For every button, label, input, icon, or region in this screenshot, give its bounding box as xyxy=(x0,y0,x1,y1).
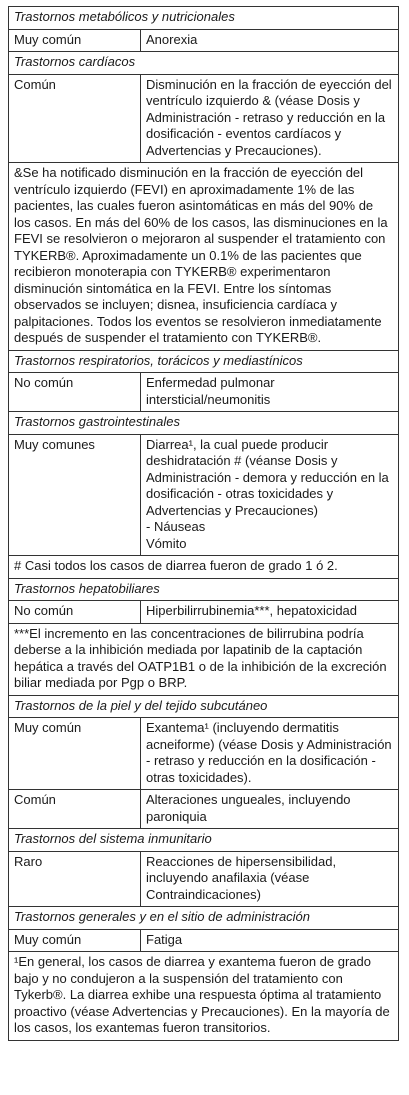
footnote-hepatobiliary: ***El incremento en las concentraciones de bilirrubina podría deberse a la inhibición mediada por lapatinib de la captación hepática a través del OATP1B1 o de la inhibición de la excreción biliar mediada por Pgp o BRP. xyxy=(9,623,399,695)
footnote-gastro: # Casi todos los casos de diarrea fueron de grado 1 ó 2. xyxy=(9,556,399,579)
section-title-general: Trastornos generales y en el sitio de administración xyxy=(9,907,399,930)
reaction-row xyxy=(9,790,399,829)
section-title-gastro: Trastornos gastrointestinales xyxy=(9,412,399,435)
adverse-reactions-table xyxy=(8,6,399,1041)
reaction-row xyxy=(9,434,399,556)
reaction-row xyxy=(9,851,399,907)
section-title-respiratory: Trastornos respiratorios, torácicos y mediastínicos xyxy=(9,350,399,373)
section-title-cardiac: Trastornos cardíacos xyxy=(9,52,399,75)
footnote-row-general xyxy=(9,952,399,1041)
reaction-cell: Reacciones de hipersensibilidad, incluyendo anafilaxia (véase Contraindicaciones) xyxy=(141,851,399,907)
frequency-cell: Común xyxy=(9,790,141,829)
frequency-cell: Muy común xyxy=(9,718,141,790)
section-row-cardiac xyxy=(9,52,399,75)
section-row-hepatobiliary xyxy=(9,578,399,601)
reaction-cell: Anorexia xyxy=(141,29,399,52)
section-title-hepatobiliary: Trastornos hepatobiliares xyxy=(9,578,399,601)
reaction-cell: Hiperbilirrubinemia***, hepatoxicidad xyxy=(141,601,399,624)
footnote-row-gastro xyxy=(9,556,399,579)
reaction-line-diarrea: Diarrea¹, la cual puede producir deshidratación # (véanse Dosis y Administración - demora y reducción en la dosificación - otras toxicidades y Advertencias y Precauciones) xyxy=(146,436,389,518)
section-row-metabolic xyxy=(9,7,399,30)
reaction-row xyxy=(9,74,399,163)
reaction-line-vomito: Vómito xyxy=(146,535,187,551)
reaction-cell: Enfermedad pulmonar intersticial/neumonitis xyxy=(141,373,399,412)
reaction-row xyxy=(9,718,399,790)
section-row-gastro xyxy=(9,412,399,435)
frequency-cell: Común xyxy=(9,74,141,163)
reaction-row xyxy=(9,929,399,952)
section-title-skin: Trastornos de la piel y del tejido subcutáneo xyxy=(9,695,399,718)
footnote-general: ¹En general, los casos de diarrea y exantema fueron de grado bajo y no condujeron a la suspensión del tratamiento con Tykerb®. La diarrea exhibe una respuesta óptima al tratamiento proactivo (véase Advertencias y Precauciones). En la mayoría de los casos, los exantemas fueron transitorios. xyxy=(9,952,399,1041)
footnote-row-hepatobiliary xyxy=(9,623,399,695)
reaction-cell: Fatiga xyxy=(141,929,399,952)
reaction-cell xyxy=(141,434,399,556)
section-row-respiratory xyxy=(9,350,399,373)
section-title-immune: Trastornos del sistema inmunitario xyxy=(9,829,399,852)
frequency-cell: Muy común xyxy=(9,29,141,52)
section-title-metabolic: Trastornos metabólicos y nutricionales xyxy=(9,7,399,30)
footnote-row-cardiac xyxy=(9,163,399,351)
reaction-cell: Exantema¹ (incluyendo dermatitis acneiforme) (véase Dosis y Administración - retraso y reducción en la dosificación - otras toxicidades). xyxy=(141,718,399,790)
reaction-row xyxy=(9,601,399,624)
frequency-cell: No común xyxy=(9,601,141,624)
frequency-cell: Muy comunes xyxy=(9,434,141,556)
section-row-general xyxy=(9,907,399,930)
footnote-cardiac: &Se ha notificado disminución en la fracción de eyección del ventrículo izquierdo (FEVI) en aproximadamente 1% de las pacientes, las cuales fueron asintomáticas en más del 90% de los casos. En más del 60% de los casos, las disminuciones en la FEVI se resolvieron o mejoraron al suspender el tratamiento con TYKERB®. Aproximadamente un 0.1% de las pacientes que recibieron monoterapia con TYKERB® experimentaron disminución sintomática en la FEVI. Entre los síntomas observados se incluyen; disnea, insuficiencia cardíaca y palpitaciones. Todos los eventos se resolvieron inmediatamente después de suspender el tratamiento con TYKERB®. xyxy=(9,163,399,351)
frequency-cell: No común xyxy=(9,373,141,412)
reaction-cell: Alteraciones ungueales, incluyendo paroniquia xyxy=(141,790,399,829)
reaction-cell: Disminución en la fracción de eyección del ventrículo izquierdo & (véase Dosis y Administración - retraso y reducción en la dosificación - eventos cardíacos y Advertencias y Precauciones). xyxy=(141,74,399,163)
section-row-immune xyxy=(9,829,399,852)
frequency-cell: Muy común xyxy=(9,929,141,952)
section-row-skin xyxy=(9,695,399,718)
reaction-row xyxy=(9,29,399,52)
frequency-cell: Raro xyxy=(9,851,141,907)
reaction-row xyxy=(9,373,399,412)
reaction-line-nauseas: - Náuseas xyxy=(146,519,206,534)
